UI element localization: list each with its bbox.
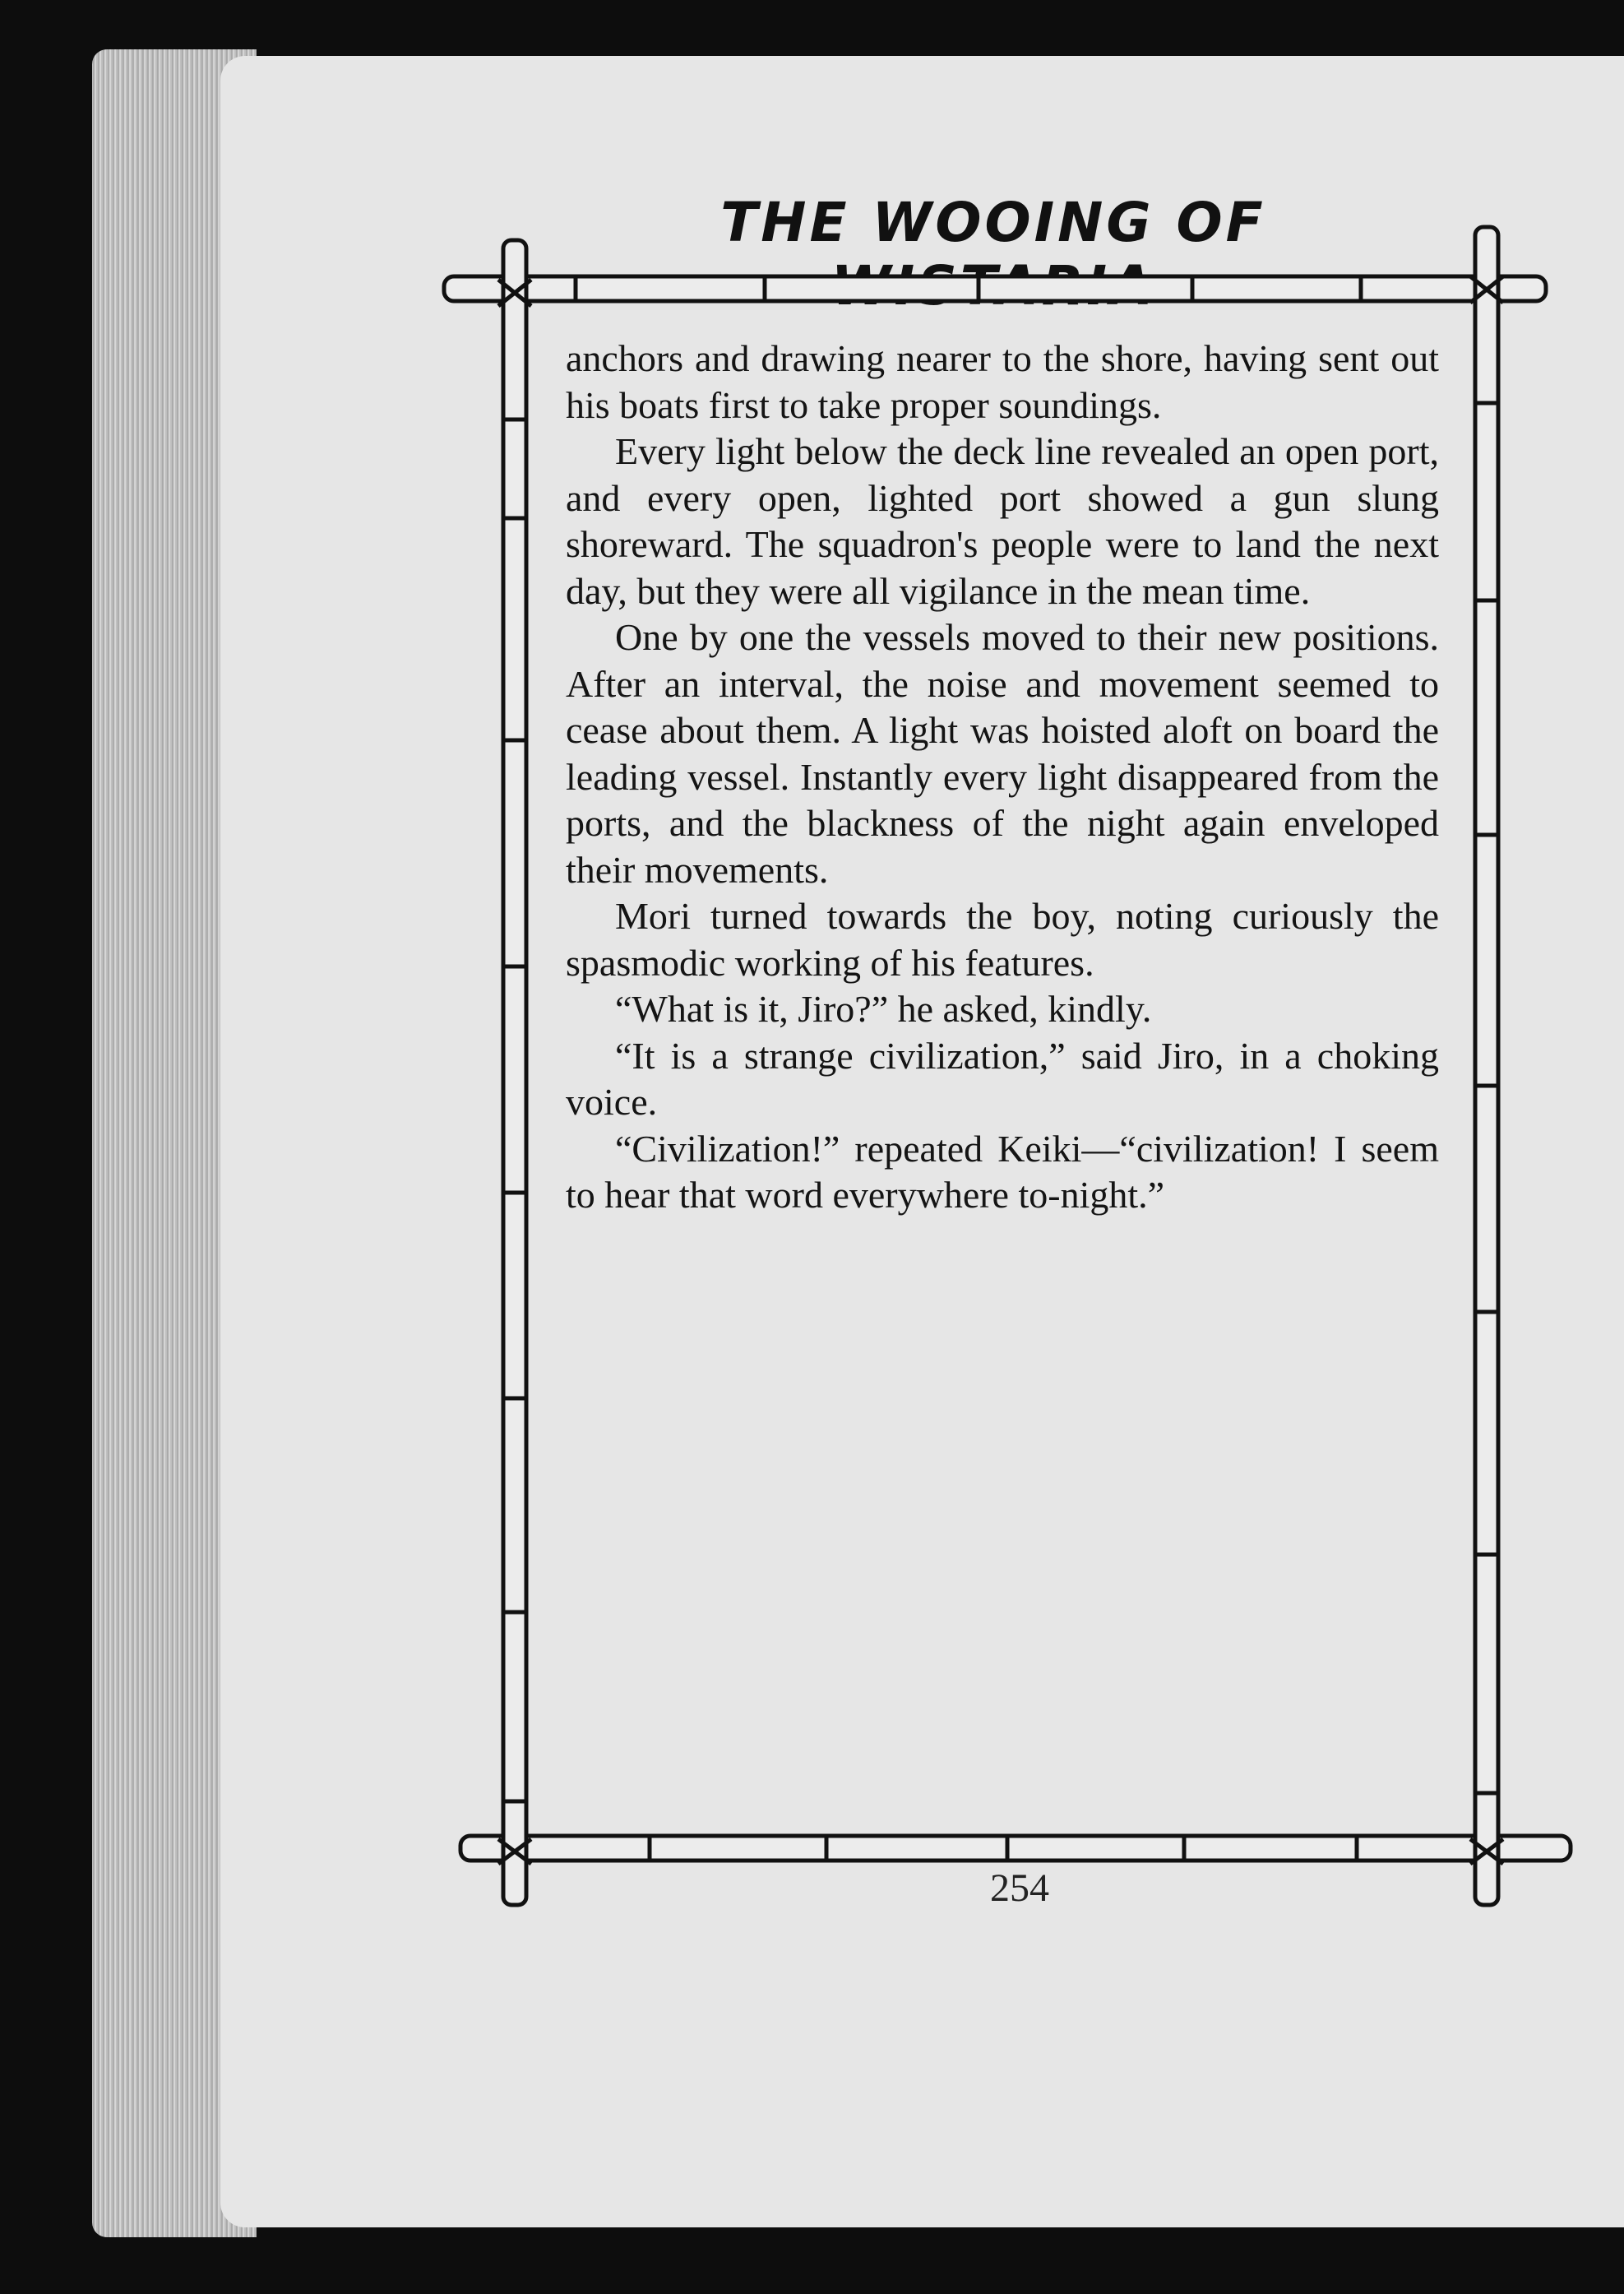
page-number: 254: [990, 1866, 1049, 1910]
bamboo-top-bar: [444, 276, 1546, 301]
paragraph-6: “It is a strange civilization,” said Jiro, in a choking voice.: [566, 1034, 1439, 1123]
body-text: [566, 336, 1439, 1219]
paragraph-3: One by one the vessels moved to their new positions. After an interval, the noise and movement seemed to cease about them. A light was hoisted aloft on board the leading vessel. Instantly every light disappeared from the ports, and the blackness of the night again enveloped their movements.: [566, 616, 1439, 891]
paragraph-1: anchors and drawing nearer to the shore, having sent out his boats first to take proper soundings.: [566, 337, 1439, 426]
paragraph-5: “What is it, Jiro?” he asked, kindly.: [615, 988, 1152, 1030]
paragraph-4: Mori turned towards the boy, noting curiously the spasmodic working of his features.: [566, 895, 1439, 984]
bamboo-right-pole: [1475, 227, 1498, 1905]
bamboo-bottom-bar: [460, 1836, 1571, 1861]
paragraph-2: Every light below the deck line revealed an open port, and every open, lighted port showed a gun slung shoreward. The squadron's people were to land the next day, but they were all vigilance in the mean time.: [566, 430, 1439, 612]
paragraph-7: “Civilization!” repeated Keiki—“civilization! I seem to hear that word everywhere to-night.”: [566, 1127, 1439, 1216]
bamboo-left-pole: [503, 240, 526, 1905]
running-head: THE WOOING OF: [720, 191, 1266, 254]
